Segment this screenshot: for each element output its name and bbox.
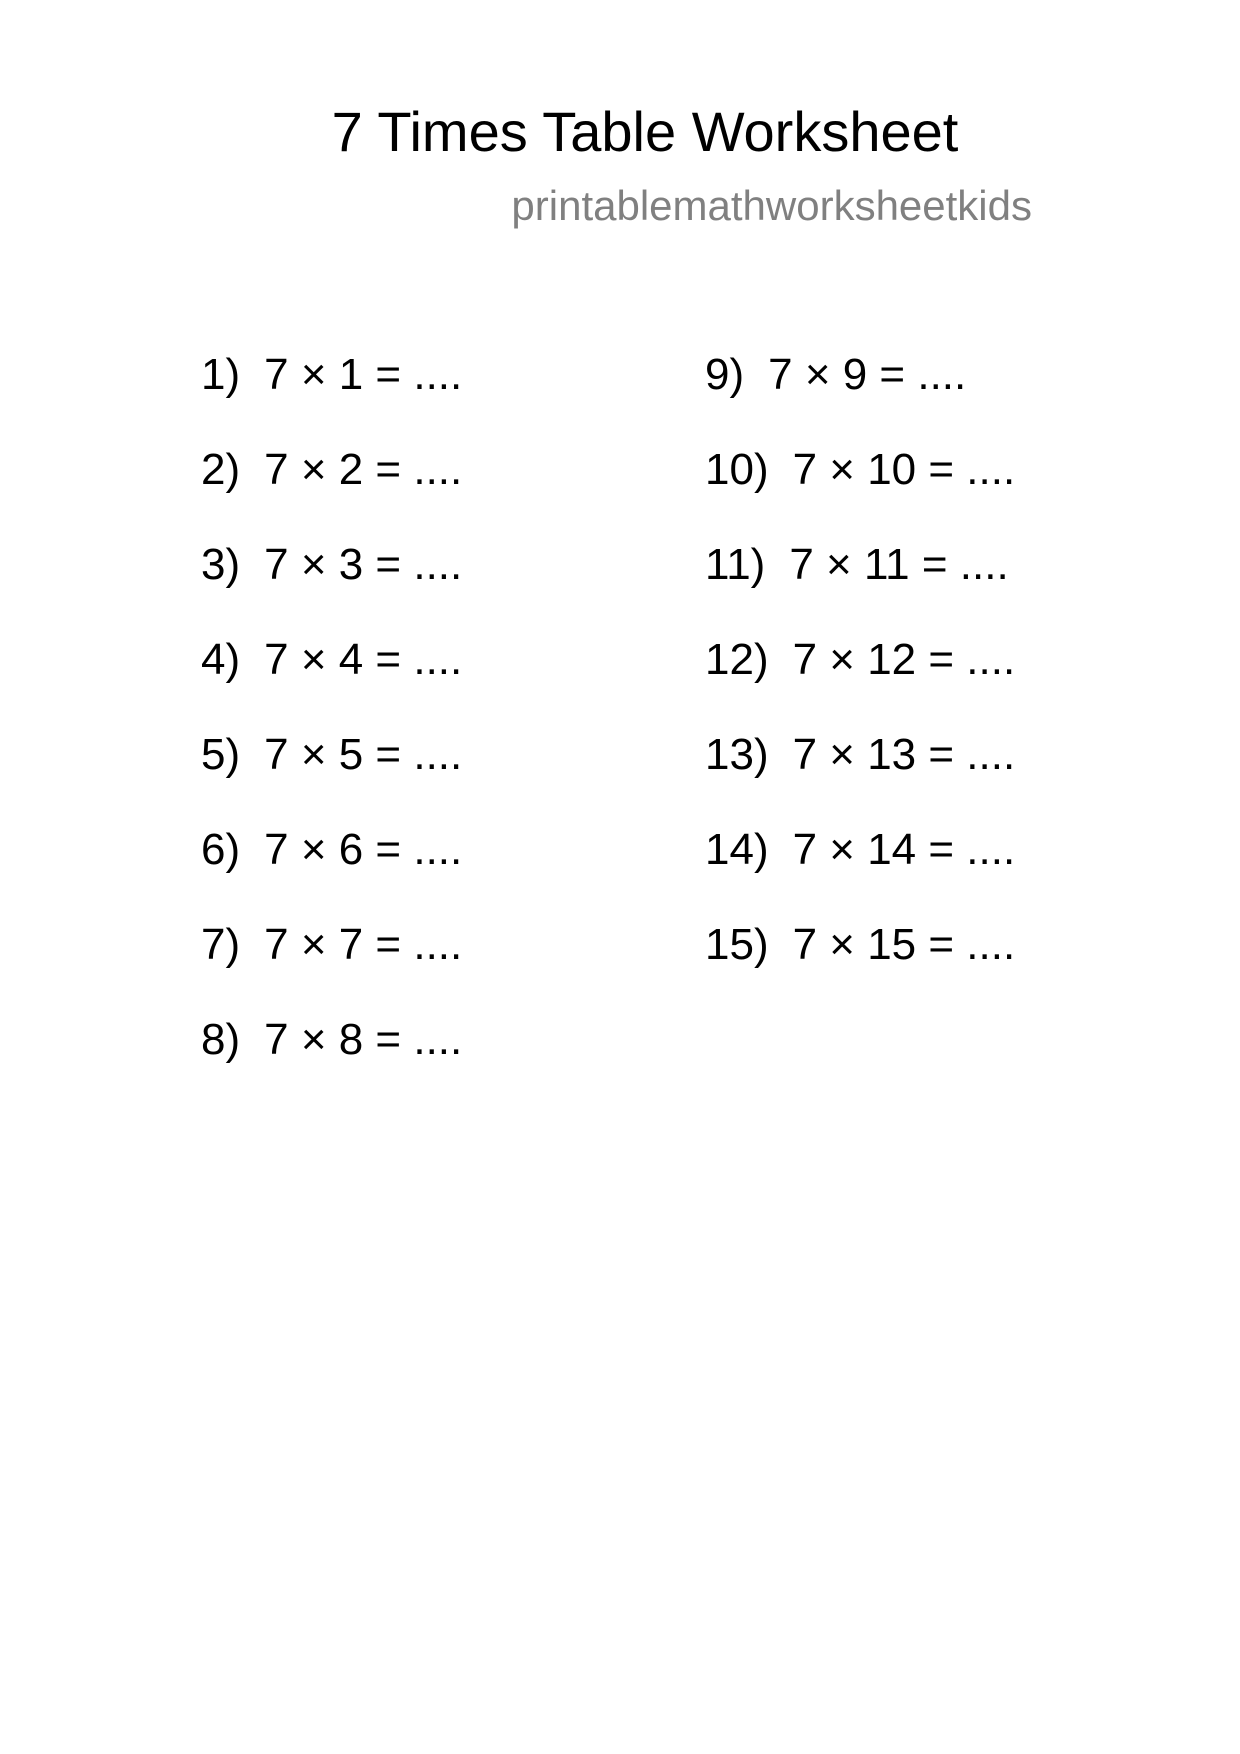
problem-7	[201, 920, 462, 1015]
worksheet-title: 7 Times Table Worksheet	[331, 100, 959, 163]
problem-expression: 7 × 2 = ....	[264, 445, 463, 494]
problem-number: 11)	[705, 540, 766, 589]
problem-number: 14)	[705, 825, 769, 874]
problem-9	[705, 350, 1015, 445]
problem-13	[705, 730, 1015, 825]
problem-number: 8)	[201, 1015, 241, 1064]
problem-expression: 7 × 9 = ....	[768, 350, 967, 399]
problem-expression: 7 × 11 = ....	[789, 540, 1009, 589]
problem-expression: 7 × 8 = ....	[264, 1015, 463, 1064]
problem-number: 6)	[201, 825, 241, 874]
problems-right-column	[705, 350, 1015, 1015]
problem-expression: 7 × 10 = ....	[792, 445, 1016, 494]
problem-15	[705, 920, 1015, 1015]
problem-number: 13)	[705, 730, 769, 779]
problem-expression: 7 × 1 = ....	[264, 350, 463, 399]
problem-number: 10)	[705, 445, 769, 494]
worksheet-subtitle: printablemathworksheetkids	[511, 182, 1032, 229]
problem-number: 4)	[201, 635, 241, 684]
problem-6	[201, 825, 462, 920]
problem-expression: 7 × 5 = ....	[264, 730, 463, 779]
problem-number: 2)	[201, 445, 241, 494]
problem-expression: 7 × 3 = ....	[264, 540, 463, 589]
problem-number: 9)	[705, 350, 745, 399]
problem-4	[201, 635, 462, 730]
problem-expression: 7 × 4 = ....	[264, 635, 463, 684]
problem-expression: 7 × 6 = ....	[264, 825, 463, 874]
problem-expression: 7 × 14 = ....	[792, 825, 1016, 874]
problem-expression: 7 × 15 = ....	[792, 920, 1016, 969]
problem-8	[201, 1015, 462, 1110]
problem-number: 12)	[705, 635, 769, 684]
problems-left-column	[201, 350, 462, 1110]
problem-number: 1)	[201, 350, 241, 399]
problem-number: 5)	[201, 730, 241, 779]
problem-expression: 7 × 13 = ....	[792, 730, 1016, 779]
problem-14	[705, 825, 1015, 920]
problem-10	[705, 445, 1015, 540]
problem-2	[201, 445, 462, 540]
problem-5	[201, 730, 462, 825]
problem-number: 3)	[201, 540, 241, 589]
problem-number: 7)	[201, 920, 241, 969]
problem-11	[705, 540, 1015, 635]
problem-expression: 7 × 7 = ....	[264, 920, 463, 969]
problem-expression: 7 × 12 = ....	[792, 635, 1016, 684]
problem-12	[705, 635, 1015, 730]
problem-1	[201, 350, 462, 445]
problem-3	[201, 540, 462, 635]
problem-number: 15)	[705, 920, 769, 969]
